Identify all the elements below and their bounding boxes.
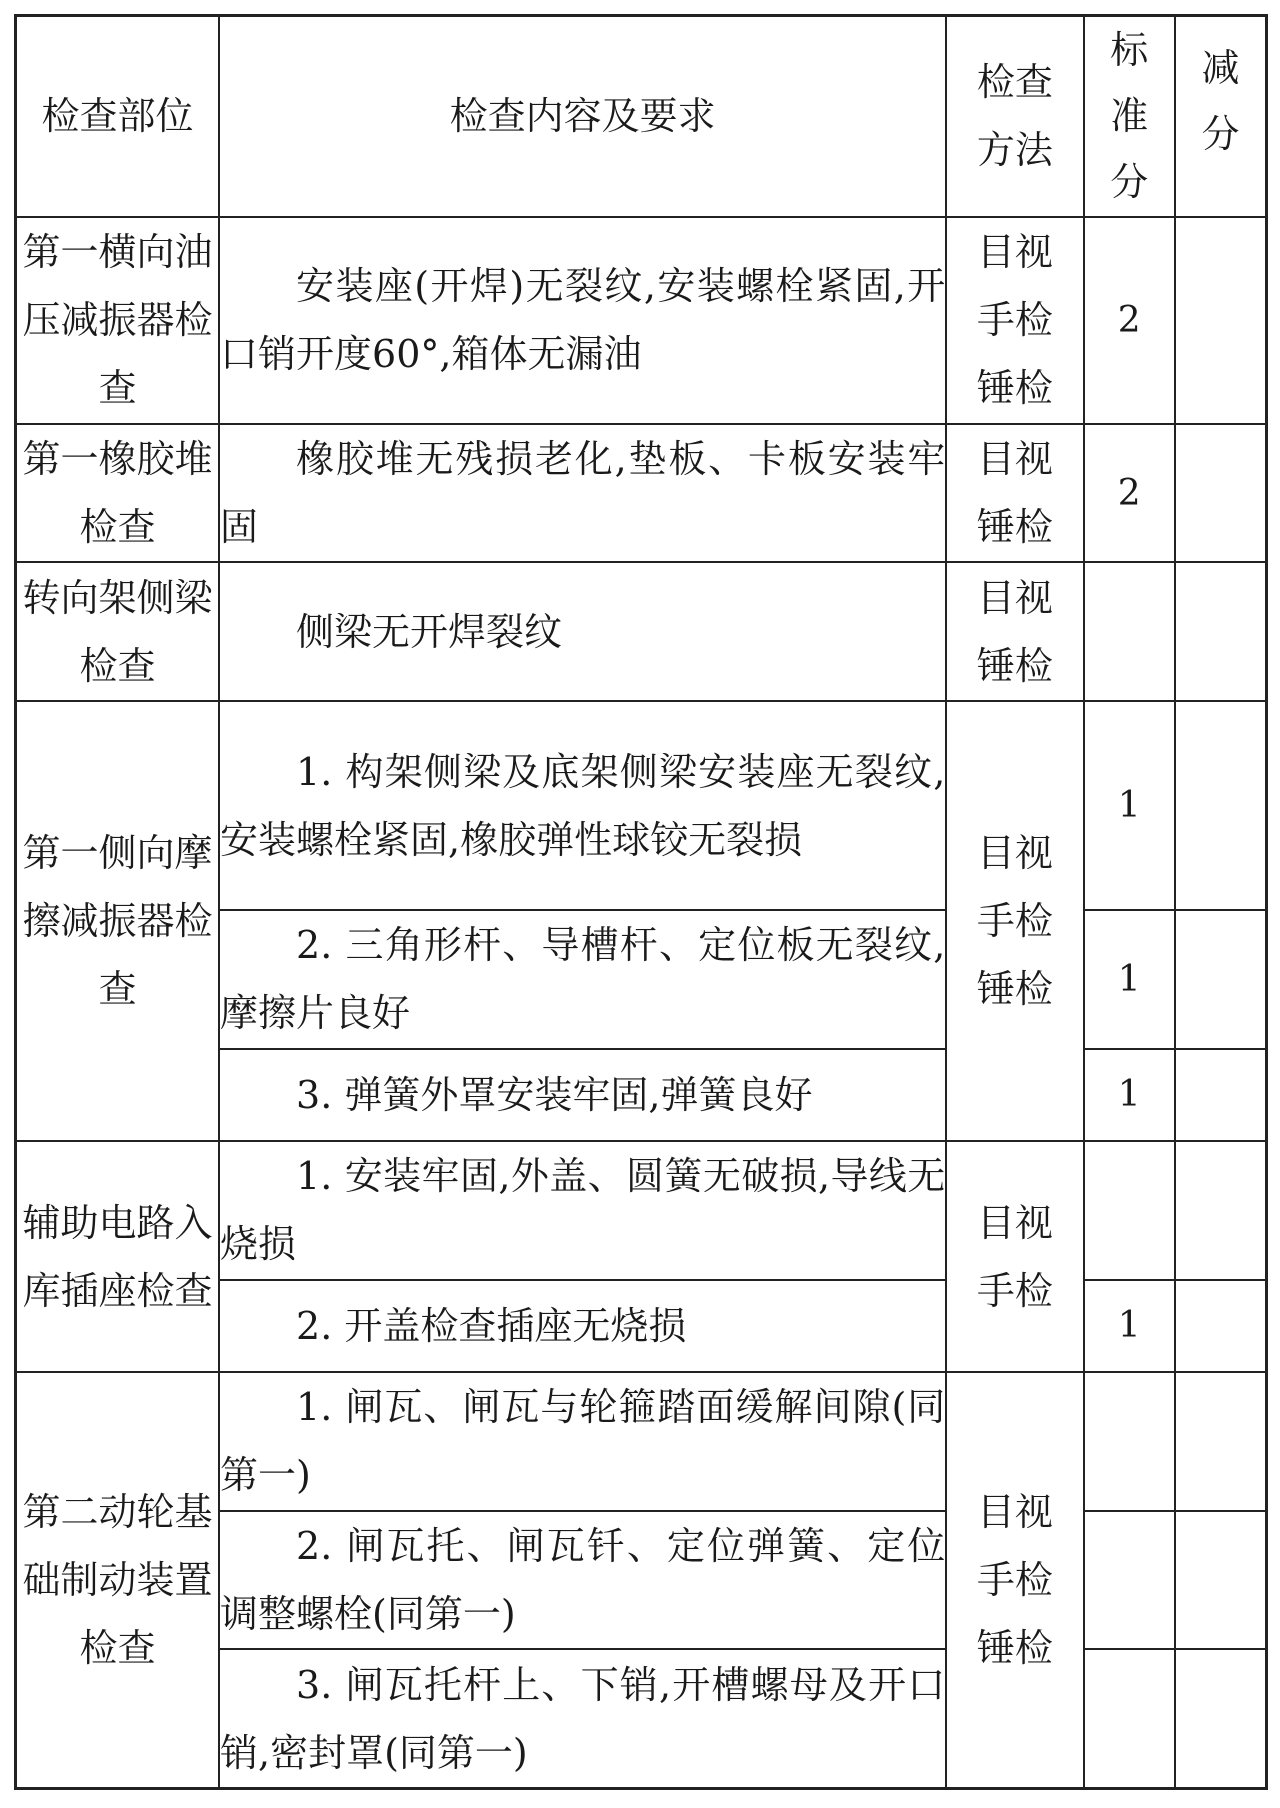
header-deduct: 减分 <box>1201 46 1240 156</box>
row-method: 目视手检锤检 <box>976 230 1053 411</box>
table-row <box>16 701 1267 910</box>
header-standard: 标准分 <box>1110 28 1149 205</box>
row-score <box>1084 1372 1175 1511</box>
row-content: 安装座(开焊)无裂纹,安装螺栓紧固,开口销开度60°,箱体无漏油 <box>219 217 946 424</box>
header-method: 检查方法 <box>976 60 1053 173</box>
row-content: 1. 安装牢固,外盖、圆簧无破损,导线无烧损 <box>219 1141 946 1280</box>
row-deduct <box>1175 217 1267 424</box>
row-content: 3. 弹簧外罩安装牢固,弹簧良好 <box>219 1049 946 1141</box>
row-method: 目视手检锤检 <box>976 1490 1053 1671</box>
row-method: 目视手检 <box>976 1200 1053 1313</box>
row-content: 1. 闸瓦、闸瓦与轮箍踏面缓解间隙(同第一) <box>219 1372 946 1511</box>
row-method: 目视锤检 <box>976 575 1053 688</box>
row-method: 目视手检锤检 <box>976 831 1053 1012</box>
row-deduct <box>1175 424 1267 563</box>
row-part: 转向架侧梁检查 <box>16 562 220 701</box>
row-score: 2 <box>1084 217 1175 424</box>
table-row <box>16 217 1267 424</box>
row-score: 1 <box>1084 1049 1175 1141</box>
row-deduct <box>1175 1511 1267 1650</box>
row-score <box>1084 562 1175 701</box>
table-row <box>16 562 1267 701</box>
table-row <box>16 424 1267 563</box>
row-content: 3. 闸瓦托杆上、下销,开槽螺母及开口销,密封罩(同第一) <box>219 1649 946 1788</box>
row-deduct <box>1175 1649 1267 1788</box>
row-content: 橡胶堆无残损老化,垫板、卡板安装牢固 <box>219 424 946 563</box>
row-part: 第一横向油压减振器检查 <box>16 217 220 424</box>
row-deduct <box>1175 562 1267 701</box>
header-content: 检查内容及要求 <box>219 16 946 217</box>
row-content: 2. 开盖检查插座无烧损 <box>219 1280 946 1372</box>
row-method: 目视锤检 <box>976 437 1053 550</box>
header-method-cell <box>946 16 1083 217</box>
row-deduct <box>1175 910 1267 1049</box>
row-score <box>1084 1141 1175 1280</box>
header-row <box>16 16 1267 217</box>
row-score: 1 <box>1084 1280 1175 1372</box>
row-method-cell <box>946 701 1083 1141</box>
row-content: 2. 闸瓦托、闸瓦钎、定位弹簧、定位调整螺栓(同第一) <box>219 1511 946 1650</box>
inspection-table <box>14 14 1268 1790</box>
header-deduct-cell <box>1175 16 1267 217</box>
row-part: 第一橡胶堆检查 <box>16 424 220 563</box>
row-content: 侧梁无开焊裂纹 <box>219 562 946 701</box>
table-row <box>16 1141 1267 1280</box>
row-method-cell <box>946 562 1083 701</box>
row-score: 1 <box>1084 701 1175 910</box>
header-standard-cell <box>1084 16 1175 217</box>
row-method-cell <box>946 217 1083 424</box>
row-score <box>1084 1649 1175 1788</box>
row-deduct <box>1175 701 1267 910</box>
row-part: 辅助电路入库插座检查 <box>16 1141 220 1372</box>
row-method-cell <box>946 1372 1083 1788</box>
header-part: 检查部位 <box>16 16 220 217</box>
row-content: 1. 构架侧梁及底架侧梁安装座无裂纹,安装螺栓紧固,橡胶弹性球铰无裂损 <box>219 701 946 910</box>
row-score: 2 <box>1084 424 1175 563</box>
row-method-cell <box>946 424 1083 563</box>
row-method-cell <box>946 1141 1083 1372</box>
row-deduct <box>1175 1141 1267 1280</box>
row-score: 1 <box>1084 910 1175 1049</box>
row-deduct <box>1175 1372 1267 1511</box>
table-row <box>16 1372 1267 1511</box>
row-deduct <box>1175 1280 1267 1372</box>
row-part: 第一侧向摩擦减振器检查 <box>16 701 220 1141</box>
row-content: 2. 三角形杆、导槽杆、定位板无裂纹,摩擦片良好 <box>219 910 946 1049</box>
row-deduct <box>1175 1049 1267 1141</box>
row-part: 第二动轮基础制动装置检查 <box>16 1372 220 1788</box>
row-score <box>1084 1511 1175 1650</box>
